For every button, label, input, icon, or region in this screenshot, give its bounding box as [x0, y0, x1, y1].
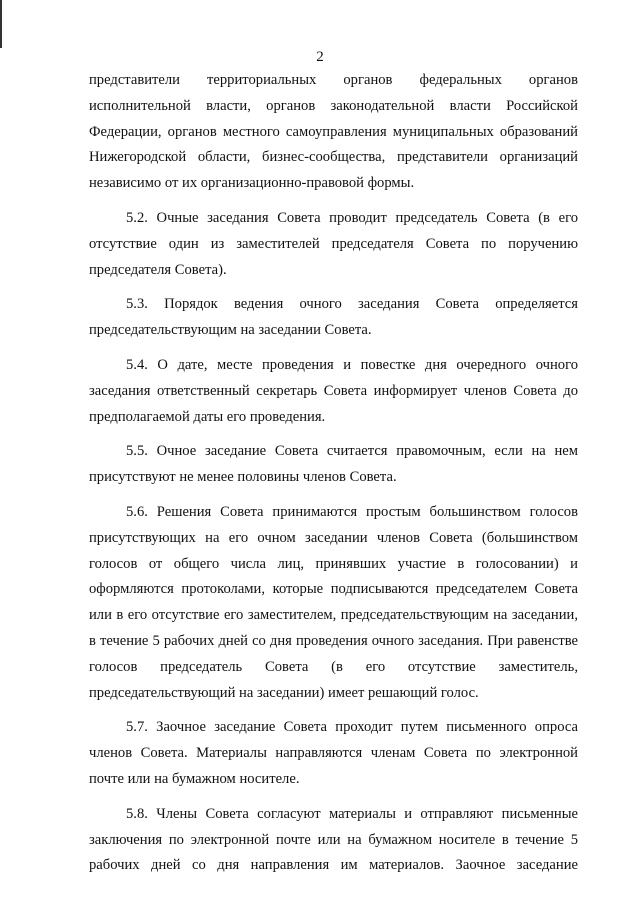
paragraph-5-8: 5.8. Члены Совета согласуют материалы и отправляют письменные заключения по электронной почте или на бумажном носителе в течение 5 рабочих дней со дня направления им материалов. Заочное заседание: [89, 805, 578, 874]
paragraph-5-3: 5.3. Порядок ведения очного заседания Совета определяется председательствующим на заседании Совета.: [89, 296, 578, 339]
paragraph-5-4: 5.4. О дате, месте проведения и повестке дня очередного очного заседания ответственный секретарь Совета информирует членов Совета до предполагаемой даты его проведения.: [89, 356, 578, 425]
scan-edge-mark: [0, 0, 2, 48]
paragraph-5-2: 5.2. Очные заседания Совета проводит председатель Совета (в его отсутствие один из заместителей председателя Совета по поручению председателя Совета).: [89, 209, 578, 278]
page-number: 2: [316, 49, 324, 65]
paragraph-5-6: 5.6. Решения Совета принимаются простым большинством голосов присутствующих на его очном заседании членов Совета (большинством голосов от общего числа лиц, принявших участие в голосовании) и оформляются протоколами, которые подписываются председателем Совета или в его отсутствие его заместителем, председательствующим на заседании, в течение 5 рабочих дней со дня проведения очного заседания. При равенстве голосов председатель Совета (в его отсутствие заместитель, председательствующий на заседании) имеет решающий голос.: [89, 503, 578, 701]
paragraph-5-5: 5.5. Очное заседание Совета считается правомочным, если на нем присутствуют не менее половины членов Совета.: [89, 443, 578, 486]
paragraph-5-7: 5.7. Заочное заседание Совета проходит путем письменного опроса членов Совета. Материалы направляются членам Совета по электронной почте или на бумажном носителе.: [89, 719, 578, 787]
paragraph-continuation: представители территориальных органов федеральных органов исполнительной власти, органов законодательной власти Российской Федерации, органов местного самоуправления муниципальных образований Нижегородской области, бизнес-сообщества, представители организаций независимо от их организационно-правовой формы.: [89, 72, 578, 192]
document-body: [89, 68, 578, 888]
